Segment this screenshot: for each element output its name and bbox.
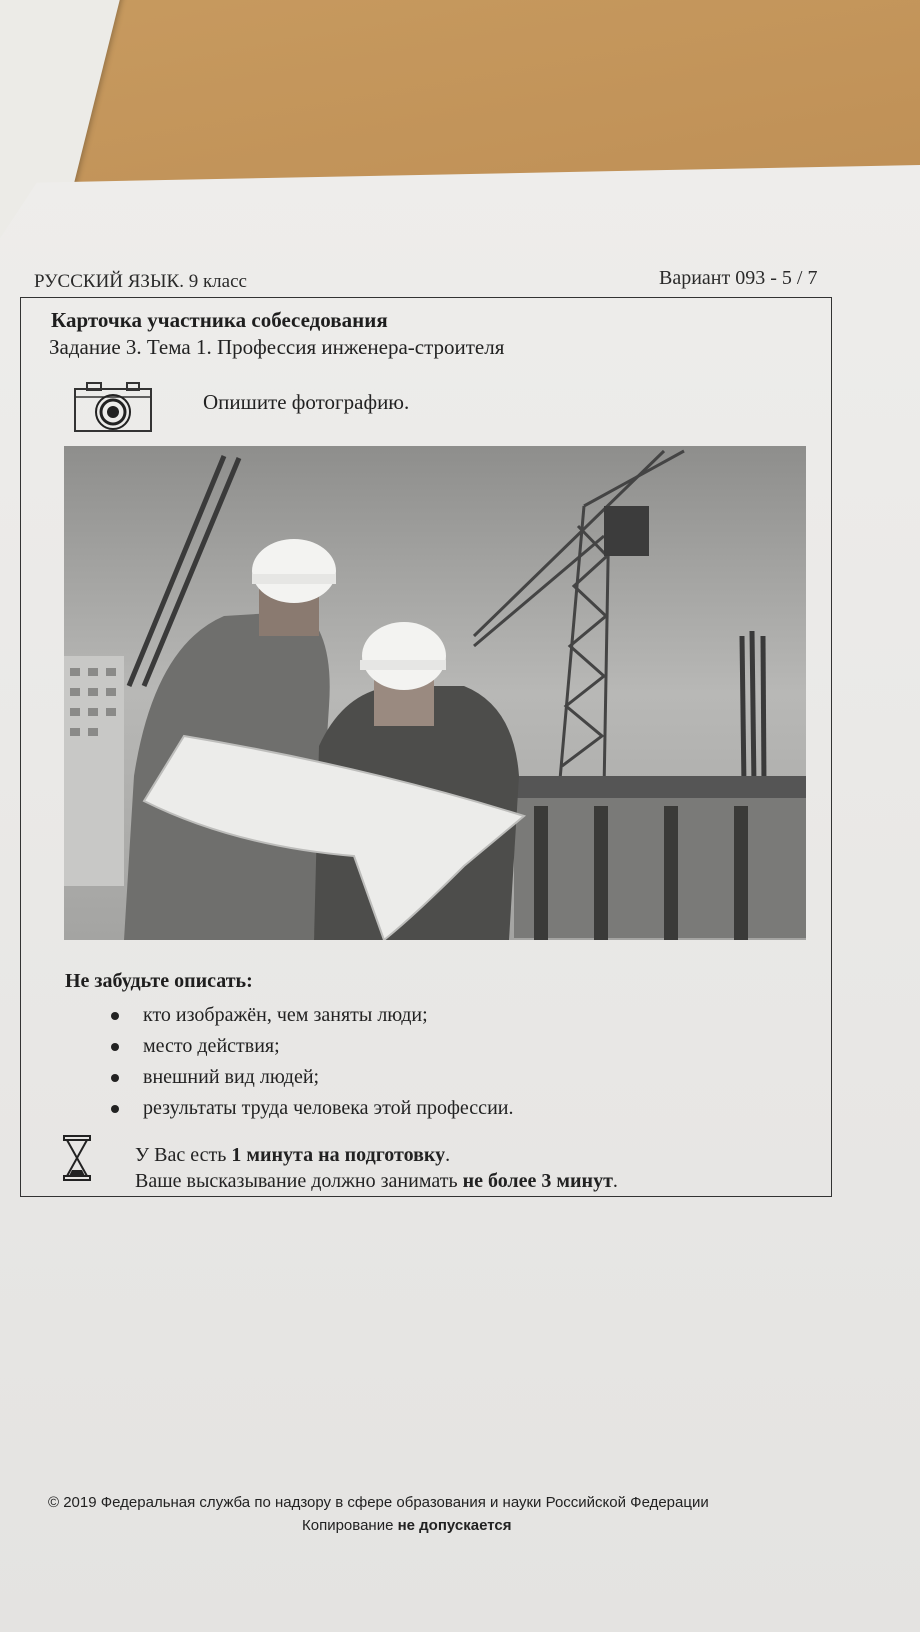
subject-header: РУССКИЙ ЯЗЫК. 9 класс [34,271,247,292]
copy-notice: Копирование не допускается [302,1517,512,1534]
list-item: внешний вид людей; [103,1062,513,1093]
construction-photo [64,446,806,940]
answer-time-note: Ваше высказывание должно занимать не более 3 минут. [135,1170,618,1192]
list-item: кто изображён, чем заняты люди; [103,1000,513,1031]
describe-list [103,1000,513,1124]
list-item: место действия; [103,1031,513,1062]
instruction: Опишите фотографию. [203,390,410,414]
list-item: результаты труда человека этой профессии. [103,1093,513,1124]
prep-time-note: У Вас есть 1 минута на подготовку. [135,1144,451,1166]
participant-card [20,297,832,1197]
task-title: Задание 3. Тема 1. Профессия инженера-строителя [49,335,505,359]
variant-header: Вариант 093 - 5 / 7 [659,267,818,289]
remember-label: Не забудьте описать: [65,970,253,992]
hourglass-icon [63,1135,91,1181]
camera-icon [73,381,153,433]
copyright-line: © 2019 Федеральная служба по надзору в сфере образования и науки Российской Федерации [48,1494,709,1511]
card-title: Карточка участника собеседования [51,308,388,332]
